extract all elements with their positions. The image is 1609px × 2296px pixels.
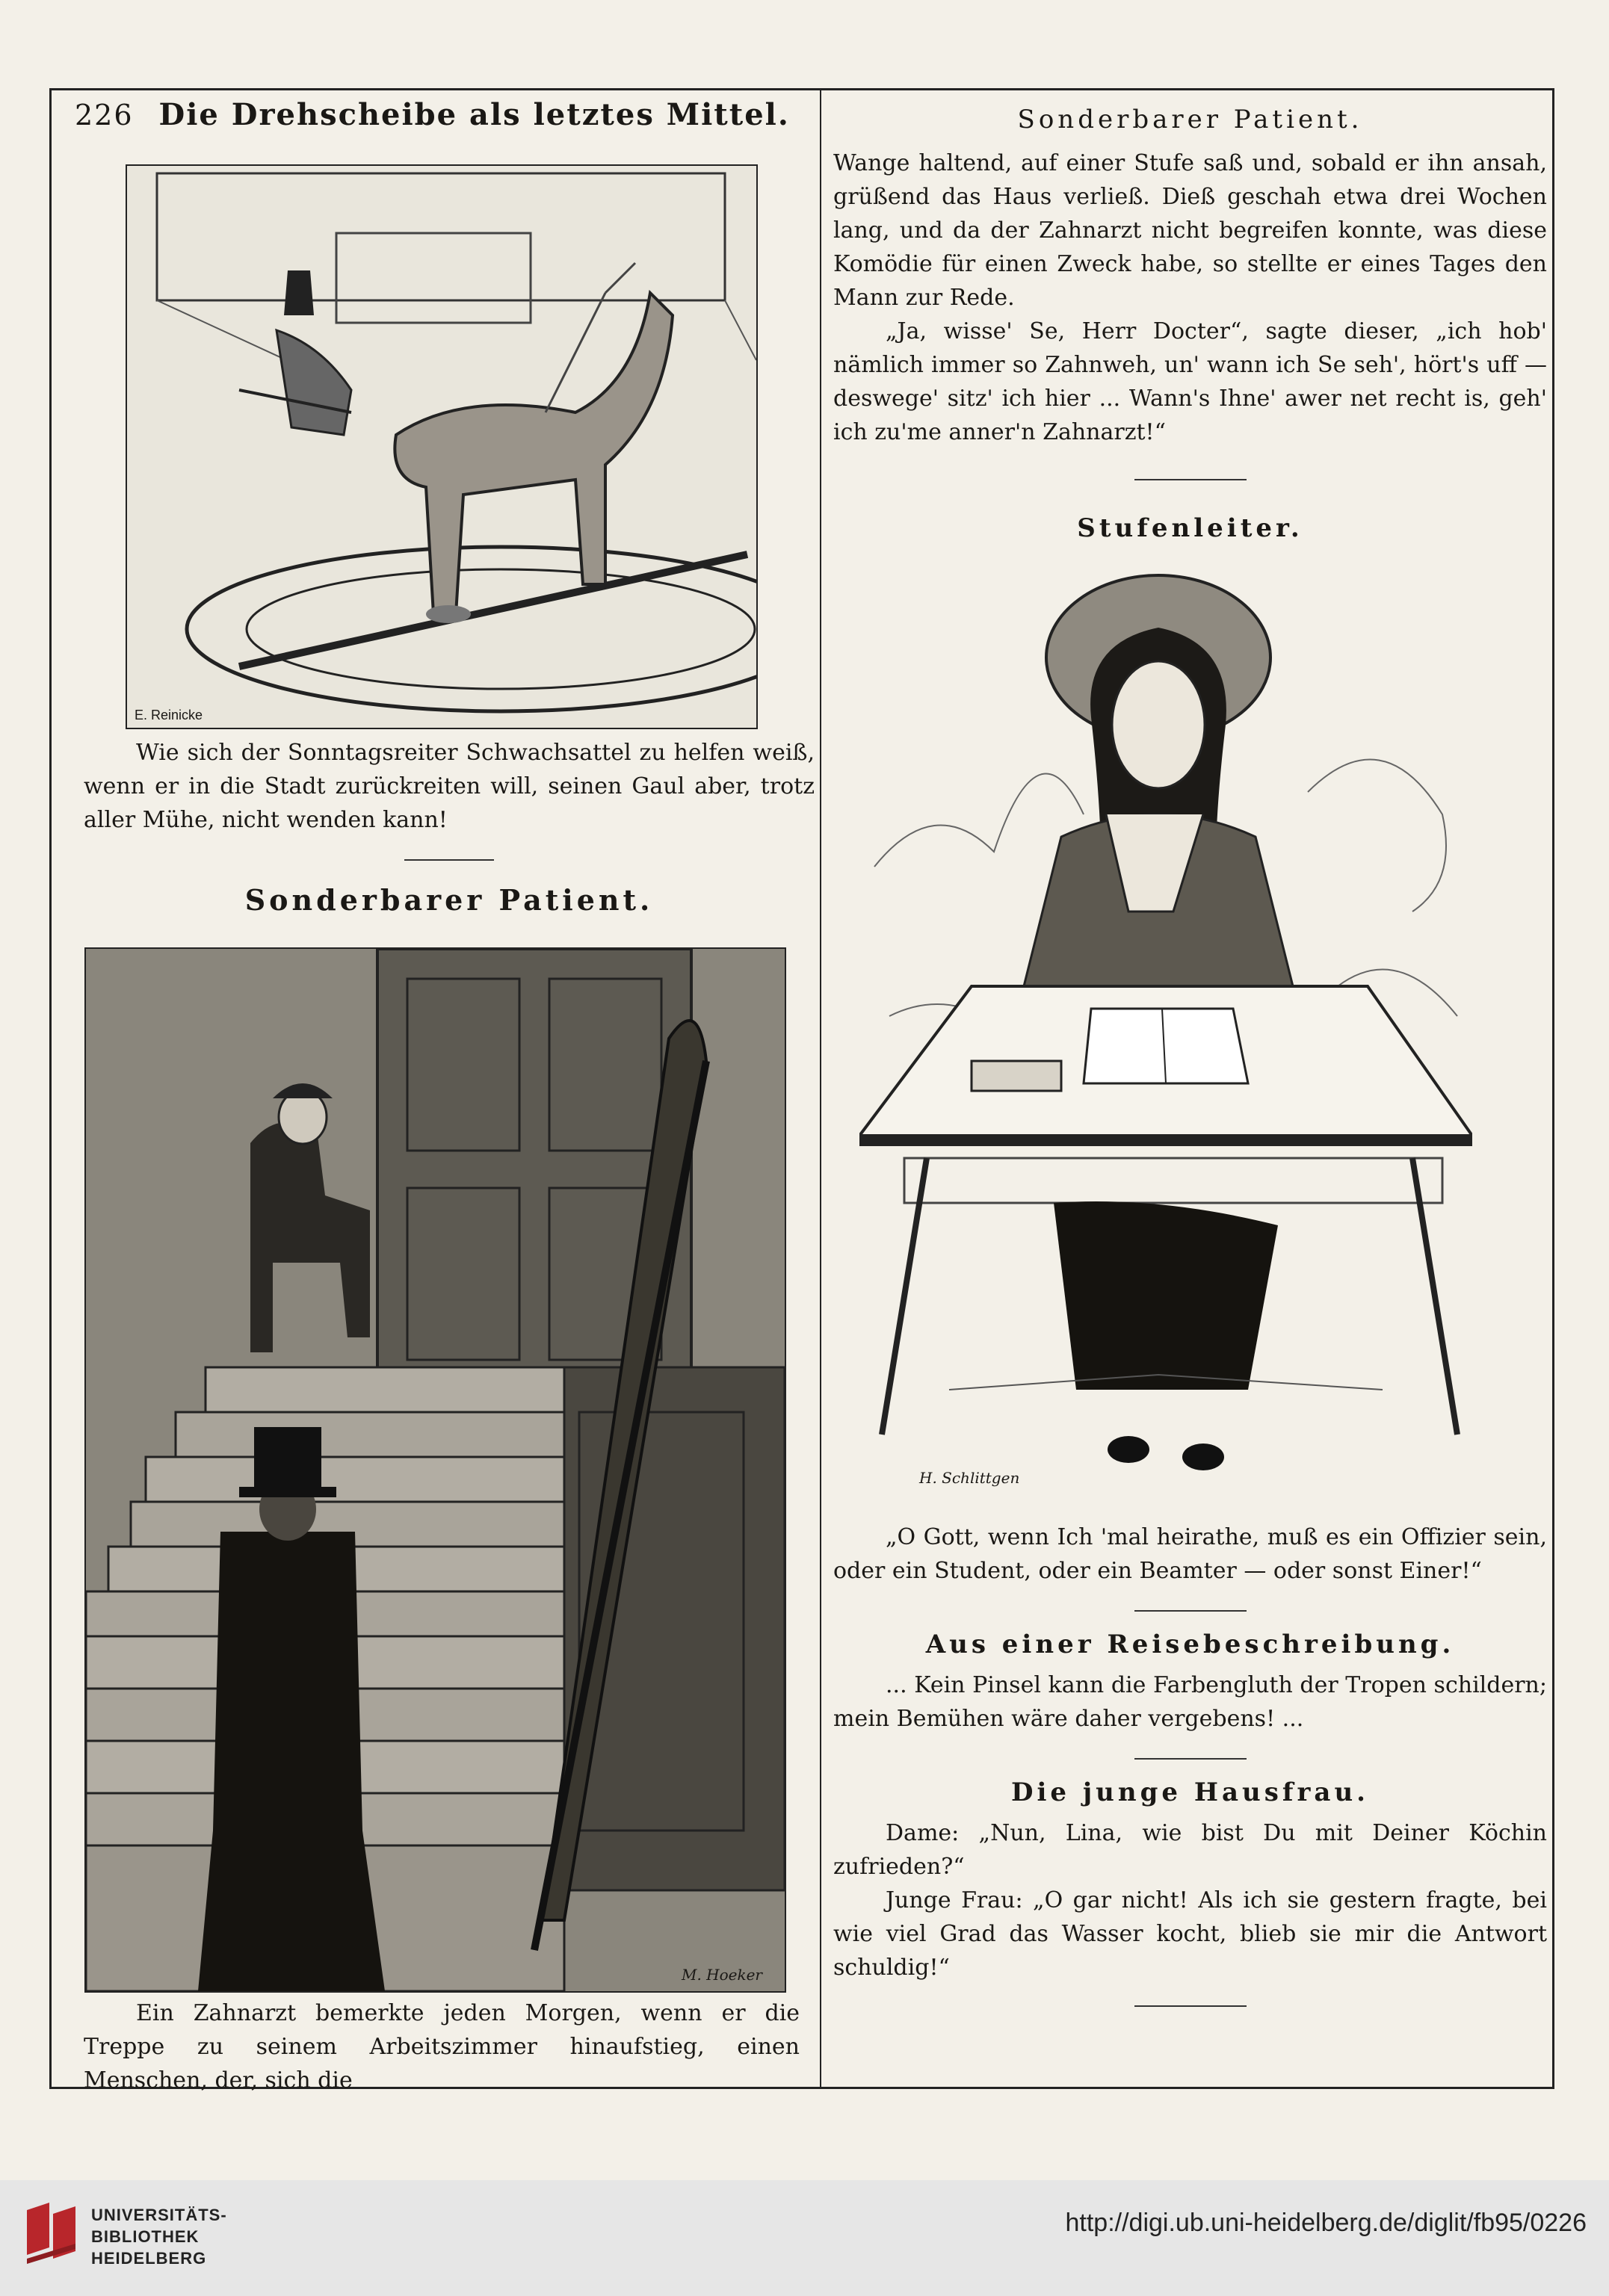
section-rule	[1134, 2005, 1247, 2007]
artist-signature-reinicke: E. Reinicke	[135, 708, 203, 722]
running-title-left: Die Drehscheibe als letztes Mittel.	[158, 97, 790, 132]
stufenleiter-text: „O Gott, wenn Ich 'mal heirathe, muß es ein Offizier sein, oder ein Student, oder ein Beamter — oder sonst Einer!“	[833, 1524, 1547, 1584]
horse-turntable-drawing	[127, 166, 756, 728]
library-name-line3: HEIDELBERG	[91, 2249, 207, 2268]
library-name-line2: BIBLIOTHEK	[91, 2227, 200, 2246]
library-footer	[0, 2180, 1609, 2296]
ub-heidelberg-logo-icon	[19, 2203, 79, 2270]
library-name	[91, 2204, 227, 2269]
section-rule	[1134, 479, 1247, 480]
junge-hausfrau-heading: Die junge Hausfrau.	[1011, 1777, 1369, 1807]
running-title-right: Sonderbarer Patient.	[1017, 105, 1363, 134]
right-column-lower	[833, 1520, 1547, 2007]
source-url-link[interactable]: http://digi.ub.uni-heidelberg.de/diglit/fb95/0226	[1065, 2209, 1587, 2237]
section-rule	[1134, 1758, 1247, 1760]
drehscheibe-caption-block	[84, 736, 815, 917]
section-rule	[404, 859, 494, 861]
column-divider	[820, 88, 821, 2087]
woman-at-table-drawing	[859, 568, 1472, 1509]
drehscheibe-caption: Wie sich der Sonntagsreiter Schwachsattel zu helfen weiß, wenn er in die Stadt zurückreiten will, seinen Gaul aber, trotz aller Mühe, nicht wenden kann!	[84, 740, 815, 833]
right-column	[833, 105, 1547, 543]
patient-text-continued: Wange haltend, auf einer Stufe saß und, sobald er ihn ansah, grüßend das Haus verließ. Dieß geschah etwa drei Wochen lang, und da der Zahnarzt nicht begreifen konnte, was diese Komödie für einen Zweck habe, so stellte er eines Tages den Mann zur Rede.	[833, 150, 1547, 311]
page-header-left	[75, 97, 815, 142]
staircase-illustration	[84, 947, 786, 1993]
artist-signature-schlittgen: H. Schlittgen	[919, 1469, 1020, 1487]
drehscheibe-illustration	[126, 164, 758, 729]
section-rule	[1134, 1610, 1247, 1612]
sonderbarer-patient-heading: Sonderbarer Patient.	[244, 883, 654, 917]
reisebeschreibung-text: ... Kein Pinsel kann die Farbengluth der Tropen schildern; mein Bemühen wäre daher vergebens! ...	[833, 1672, 1547, 1732]
patient-text-start-block	[84, 1996, 800, 2097]
artist-signature-hoeker: M. Hoeker	[681, 1966, 762, 1984]
stufenleiter-illustration	[859, 568, 1472, 1509]
page-number: 226	[75, 99, 134, 131]
staircase-drawing	[86, 949, 785, 1991]
library-name-line1: UNIVERSITÄTS-	[91, 2206, 227, 2224]
junge-hausfrau-line1: Dame: „Nun, Lina, wie bist Du mit Deiner Köchin zufrieden?“	[833, 1820, 1547, 1880]
patient-quote: „Ja, wisse' Se, Herr Docter“, sagte dieser, „ich hob' nämlich immer so Zahnweh, un' wann ich Se seh', hört's uff — deswege' sitz' ich hier ... Wann's Ihne' awer net recht is, geh' ich zu'me anner'n Zahnarzt!“	[833, 318, 1547, 445]
left-column	[75, 97, 815, 142]
reisebeschreibung-heading: Aus einer Reisebeschreibung.	[925, 1630, 1455, 1659]
patient-text-start: Ein Zahnarzt bemerkte jeden Morgen, wenn er die Treppe zu seinem Arbeitszimmer hinaufstieg, einen Menschen, der, sich die	[84, 2000, 800, 2094]
stufenleiter-heading: Stufenleiter.	[1077, 513, 1303, 543]
junge-hausfrau-line2: Junge Frau: „O gar nicht! Als ich sie gestern fragte, bei wie viel Grad das Wasser kocht, blieb sie mir die Antwort schuldig!“	[833, 1887, 1547, 1981]
